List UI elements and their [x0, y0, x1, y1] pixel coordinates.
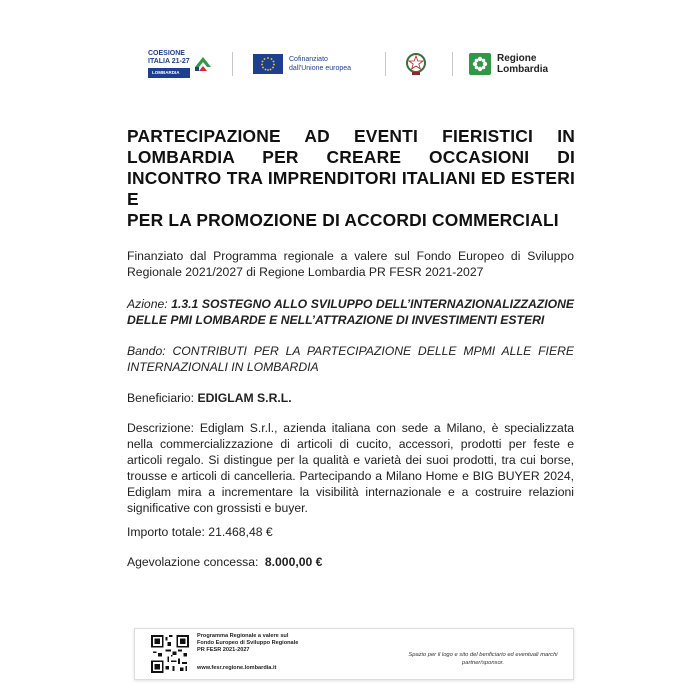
- divider: [232, 52, 233, 76]
- italian-emblem-icon: [405, 51, 427, 77]
- beneficiario-block: [127, 390, 574, 406]
- regione-lombardia-logo: [469, 40, 548, 88]
- lombardia-rose-icon: [469, 53, 491, 75]
- azione-block: [127, 296, 574, 328]
- importo-block: [127, 524, 574, 540]
- eu-cofinanced-logo: [253, 40, 351, 88]
- coesione-line2: ITALIA 21-27: [148, 58, 190, 65]
- footer-program-text: [197, 633, 298, 654]
- funding-statement: Finanziato dal Programma regionale a valere sul Fondo Europeo di Sviluppo Regionale 2021/2027 di Regione Lombardia PR FESR 2021-2027: [127, 249, 574, 279]
- title-line: INCONTRO TRA IMPRENDITORI ITALIANI ED ESTERI E: [127, 168, 575, 209]
- lombardia-line1: Regione: [497, 53, 537, 64]
- azione-text: 1.3.1 SOSTEGNO ALLO SVILUPPO DELL’INTERNAZIONALIZZAZIONE DELLE PMI LOMBARDE E NELL’ATTRAZIONE DI INVESTIMENTI ESTERI: [127, 297, 575, 327]
- page-title: [127, 126, 575, 231]
- title-line: LOMBARDIA PER CREARE OCCASIONI DI: [127, 147, 575, 167]
- beneficiario-label: Beneficiario:: [127, 391, 195, 405]
- footer-program-line: Programma Regionale a valere sul: [197, 633, 289, 639]
- footer-space-note: Spazio per il logo e sito del benficiario ed eventuali marchi partner/sponsor.: [408, 652, 558, 666]
- agevolazione-value: 8.000,00 €: [264, 555, 323, 569]
- qr-code-icon: [151, 635, 189, 673]
- bando-block: [127, 343, 574, 375]
- logo-bar: [0, 40, 700, 92]
- descrizione-text: Descrizione: Ediglam S.r.l., azienda italiana con sede a Milano, è specializzata nella commercializzazione di articoli di cucito, accessori, prodotti per feste e articoli regalo. Si distingue per la qualità e varietà dei suoi prodotti, tra cui borse, trousse e articoli di cancelleria. Partecipando a Milano Home e BIG BUYER 2024, Ediglam mira a incrementare la visibilità internazionale e a costruire relazioni significative con grossisti e buyer.: [127, 421, 574, 515]
- importo-value: 21.468,48 €: [208, 525, 273, 539]
- coesione-mark-icon: [193, 53, 213, 75]
- bando-label: Bando:: [127, 344, 166, 358]
- footer-program-line: PR FESR 2021-2027: [197, 647, 250, 653]
- footer-url: www.fesr.regione.lombardia.it: [197, 665, 277, 671]
- importo-label: Importo totale:: [127, 525, 205, 539]
- ue-line2: dall'Unione europea: [289, 65, 352, 72]
- title-line: PER LA PROMOZIONE DI ACCORDI COMMERCIALI: [127, 210, 559, 230]
- coesione-italia-logo: [148, 40, 213, 88]
- eu-flag-icon: [253, 54, 283, 74]
- italian-republic-logo: [405, 40, 427, 88]
- title-line: PARTECIPAZIONE AD EVENTI FIERISTICI IN: [127, 126, 575, 146]
- ue-line1: Cofinanziato: [289, 56, 328, 63]
- beneficiario-value: EDIGLAM S.R.L.: [197, 391, 292, 405]
- coesione-badge: LOMBARDIA: [148, 68, 190, 78]
- lombardia-line2: Lombardia: [497, 64, 549, 75]
- footer-program-line: Fondo Europeo di Sviluppo Regionale: [197, 640, 299, 646]
- agevolazione-block: [127, 554, 574, 570]
- bando-text: CONTRIBUTI PER LA PARTECIPAZIONE DELLE MPMI ALLE FIERE INTERNAZIONALI IN LOMBARDIA: [127, 344, 575, 374]
- coesione-line1: COESIONE: [148, 50, 185, 57]
- agevolazione-label: Agevolazione concessa:: [127, 555, 259, 569]
- divider: [452, 52, 453, 76]
- azione-label: Azione:: [127, 297, 168, 311]
- divider: [385, 52, 386, 76]
- footer-box: [134, 628, 574, 680]
